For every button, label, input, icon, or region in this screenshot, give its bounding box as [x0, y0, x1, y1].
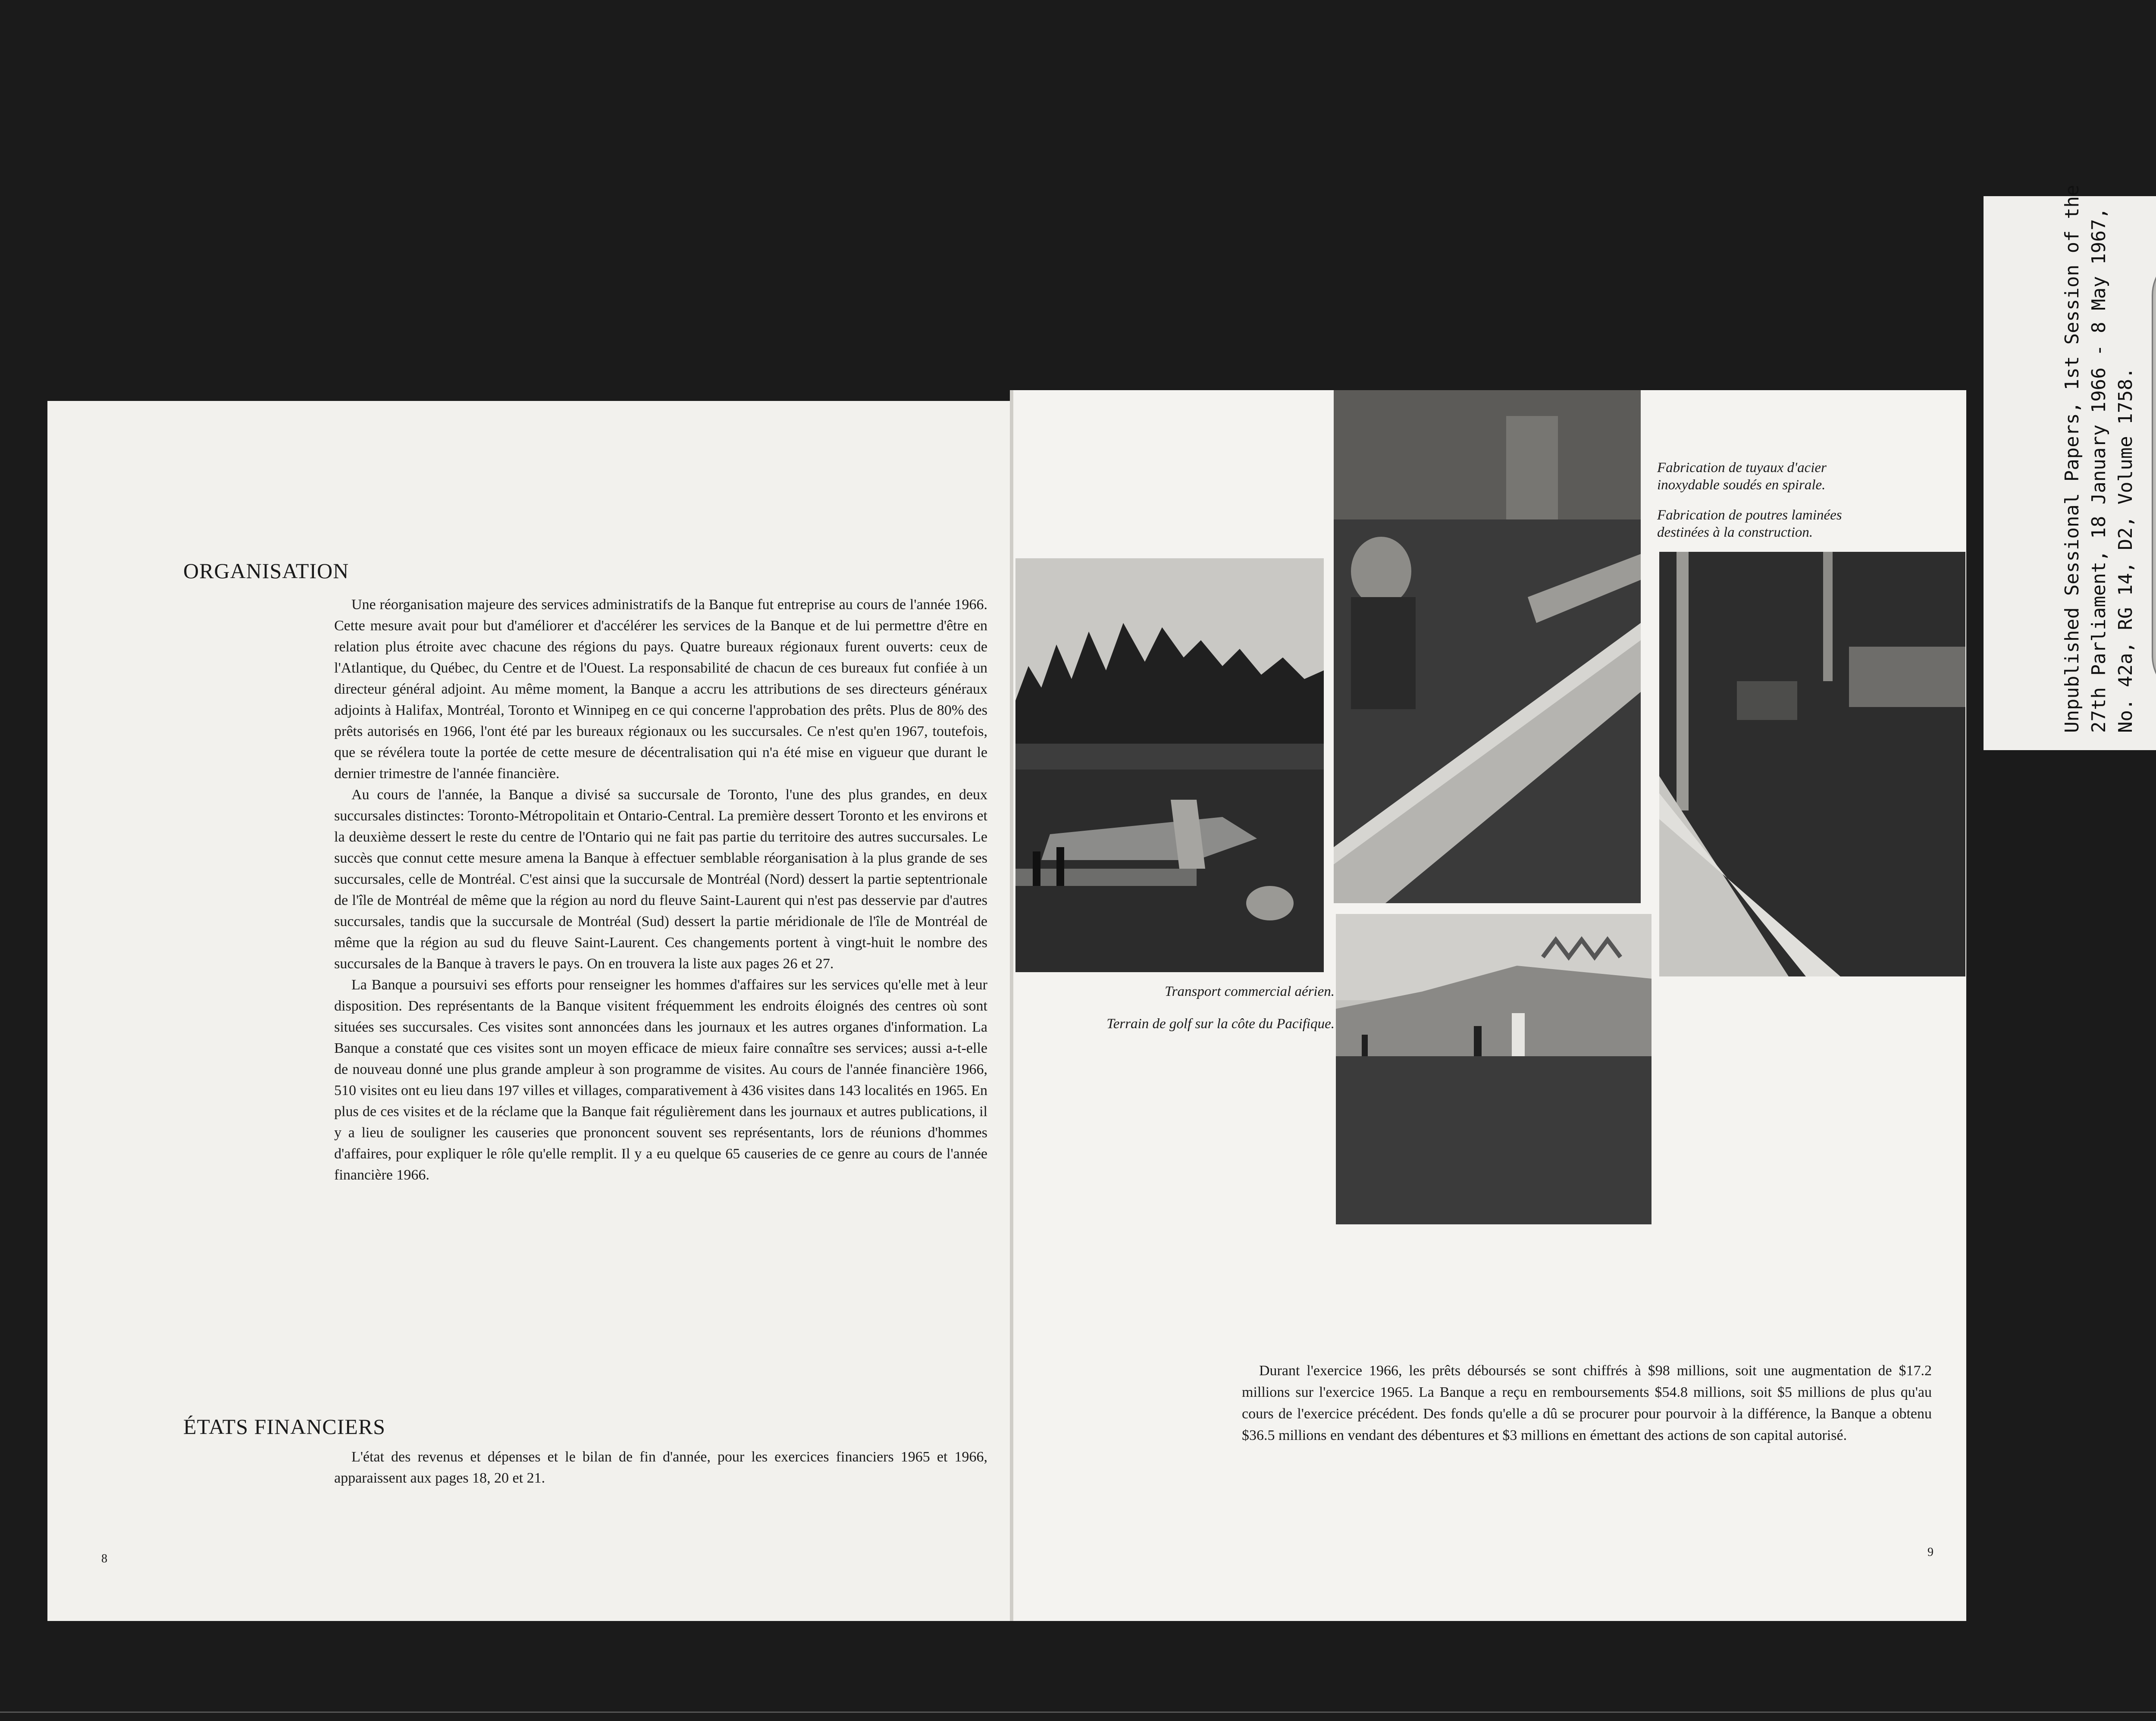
paragraph: L'état des revenus et dépenses et le bilan de fin d'année, pour les exercices financiers 1965 et 1966, apparaissent aux pages 18, 20 et 21.	[334, 1449, 987, 1486]
photo-spiral-pipes	[1334, 390, 1641, 903]
photo-golf-course	[1336, 914, 1651, 1224]
archive-label-card	[1984, 185, 2156, 750]
organisation-text	[334, 594, 987, 1186]
loans-text	[1242, 1360, 1932, 1446]
caption-air-transport: Transport commercial aérien.	[1165, 984, 1335, 999]
heading-etats-financiers: ÉTATS FINANCIERS	[183, 1414, 385, 1439]
paragraph: La Banque a poursuivi ses efforts pour renseigner les hommes d'affaires sur les services qu'elle met à leur disposition. Des représentants de la Banque visitent fréquemment les endroits éloignés des centres où sont situées ses succursales. Ces visites sont annoncées dans les journaux et les autres organes d'information. La Banque a constaté que ces visites sont un moyen efficace de mieux faire connaître ses services; aussi a-t-elle de nouveau donné une plus grande ampleur à son programme de visites. Au cours de l'année financière 1966, 510 visites ont eu lieu dans 197 villes et villages, comparativement à 436 visites dans 143 localités en 1965. En plus de ces visites et de la réclame que la Banque fait régulièrement dans les journaux et autres publications, il y a lieu de souligner les causeries que prononcent souvent ses représentants, lors de réunions d'hommes d'affaires, pour expliquer le rôle qu'elle remplit. Il y a eu quelque 65 causeries de ce genre au cours de l'année financière 1966.	[334, 977, 987, 1183]
paragraph: Durant l'exercice 1966, les prêts déboursés se sont chiffrés à $98 millions, soit une augmentation de $17.2 millions sur l'exercice 1965. La Banque a reçu en remboursements $54.8 millions, soit $5 millions de plus qu'au cours de l'exercice précédent. Des fonds qu'elle a dû se procurer pour pourvoir à la différence, la Banque a obtenu $36.5 millions en vendant des débentures et $3 millions en émettant des actions de son capital autorisé.	[1242, 1363, 1932, 1443]
archive-line: Unpublished Sessional Papers, 1st Session of the	[2061, 185, 2083, 733]
archive-reference	[2059, 185, 2139, 733]
page-number-left: 8	[101, 1552, 107, 1565]
paragraph: Au cours de l'année, la Banque a divisé sa succursale de Toronto, l'une des plus grandes, en deux succursales distinctes: Toronto-Métropolitain et Ontario-Central. La première dessert Toronto et les environs et la deuxième dessert le reste du centre de l'Ontario qui ne fait pas partie du territoire des autres succursales. Le succès que connut cette mesure amena la Banque à effectuer semblable réorganisation à la plus grande de ses succursales, celle de Montréal. C'est ainsi que la succursale de Montréal (Nord) dessert la partie septentrionale de l'île de Montréal de même que la région au nord du fleuve Saint-Laurent qui n'est pas desservie par d'autres succursales, tandis que la succursale de Montréal (Sud) dessert la partie méridionale de l'île de Montréal de même que la région au sud du fleuve Saint-Laurent. Ces changements portent à vingt-huit le nombre des succursales de la Banque à travers le pays. On en trouvera la liste aux pages 26 et 27.	[334, 787, 987, 972]
etats-text	[334, 1446, 987, 1489]
caption-steel-beams: Fabrication de poutres laminées destinées à la construction.	[1657, 507, 1842, 540]
archive-line: No. 42a, RG 14, D2, Volume 1758.	[2115, 367, 2137, 733]
paragraph: Une réorganisation majeure des services administratifs de la Banque fut entreprise au cours de l'année 1966. Cette mesure avait pour but d'améliorer et d'accélérer les services de la Banque et de lui permettre d'être en relation plus étroite avec chacune des régions du pays. Quatre bureaux régionaux furent ouverts: ceux de l'Atlantique, du Québec, du Centre et de l'Ouest. La responsabilité de chacun de ces bureaux fut confiée à un directeur général adjoint. Au même moment, la Banque a accru les attributions de ses directeurs généraux adjoints à Halifax, Montréal, Toronto et Winnipeg en ce qui concerne l'approbation des prêts. Plus de 80% des prêts autorisés en 1966, l'ont été par les bureaux régionaux ou les succursales. Ce n'est qu'en 1967, toutefois, que se révélera toute la portée de cette mesure de décentralisation qui n'a été mise en vigueur que durant le dernier trimestre de l'année financière.	[334, 597, 987, 782]
caption-golf-course: Terrain de golf sur la côte du Pacifique.	[1106, 1016, 1335, 1032]
page-number-right: 9	[1927, 1546, 1934, 1559]
photo-seaplane	[1015, 558, 1324, 972]
photo-steel-beams	[1659, 552, 1965, 976]
caption-spiral-pipes: Fabrication de tuyaux d'acier inoxydable soudés en spirale.	[1657, 460, 1827, 493]
right-page	[1013, 390, 1966, 1621]
heading-organisation: ORGANISATION	[183, 559, 349, 583]
archives-stamp	[2152, 252, 2156, 699]
left-page	[47, 401, 1013, 1621]
scan-edge-line	[0, 1712, 2156, 1713]
archive-line: 27th Parliament, 18 January 1966 - 8 May 1967,	[2088, 207, 2110, 733]
